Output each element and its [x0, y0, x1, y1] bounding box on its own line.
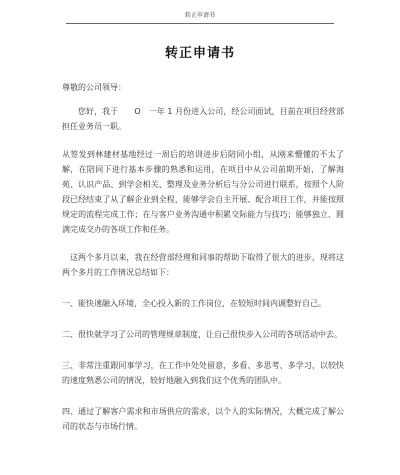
- salutation: 尊敬的公司领导：: [62, 83, 126, 92]
- running-header: 转正申请书: [184, 12, 215, 19]
- paragraph-experience: 从签发到林建材基地经过一周后的培训进步后陪同小组，从刚来懵懂的不太了解，在陪同下进行基本步骤的熟悉和运用，在项目中从公司前期开始，了解海苑、认识产品、到学会相关、整理及业务分析后与分公司进行联系，按照个人阶段已经结束了从了解企业到全程，能够学会自主开展、配合项目工作，并能按照规定的流程完成工作；在与客户业务沟通中积累交际能力与技巧；能够独立、圆满完成交办的各项工作和任务。: [62, 150, 344, 234]
- document-body: [62, 80, 344, 434]
- paragraph-point-3: 三、非常注重跟同事学习，在工作中处处留意，多看、多思考、多学习，以较快的速度熟悉公司的情况，较好地融入到我们这个优秀的团队中。: [62, 361, 344, 385]
- header-divider: [66, 23, 334, 24]
- paragraph-point-2: 二、很快就学习了公司的管理规章制度，让自己很快步入公司的各项活动中去。: [62, 330, 342, 339]
- paragraph-point-4: 四、通过了解客户需求和市场供应的需求，以个人的实际情况，大概完成了解公司的状态与市场行情。: [62, 407, 344, 431]
- paragraph-intro: 您好，我于 O 一年 1 月份进入公司，经公司面试，目前在项目经营部担任业务员一职。: [62, 107, 344, 131]
- document-title: 转正申请书: [164, 46, 235, 61]
- paragraph-summary-lead: 这两个多月以来，我在经营部经理和同事的帮助下取得了很大的进步，现将这两个多月的工作情况总结如下：: [62, 253, 344, 277]
- paragraph-point-1: 一、能快速融入环境，全心投入新的工作岗位，在较短时间内调整好自己。: [62, 299, 326, 308]
